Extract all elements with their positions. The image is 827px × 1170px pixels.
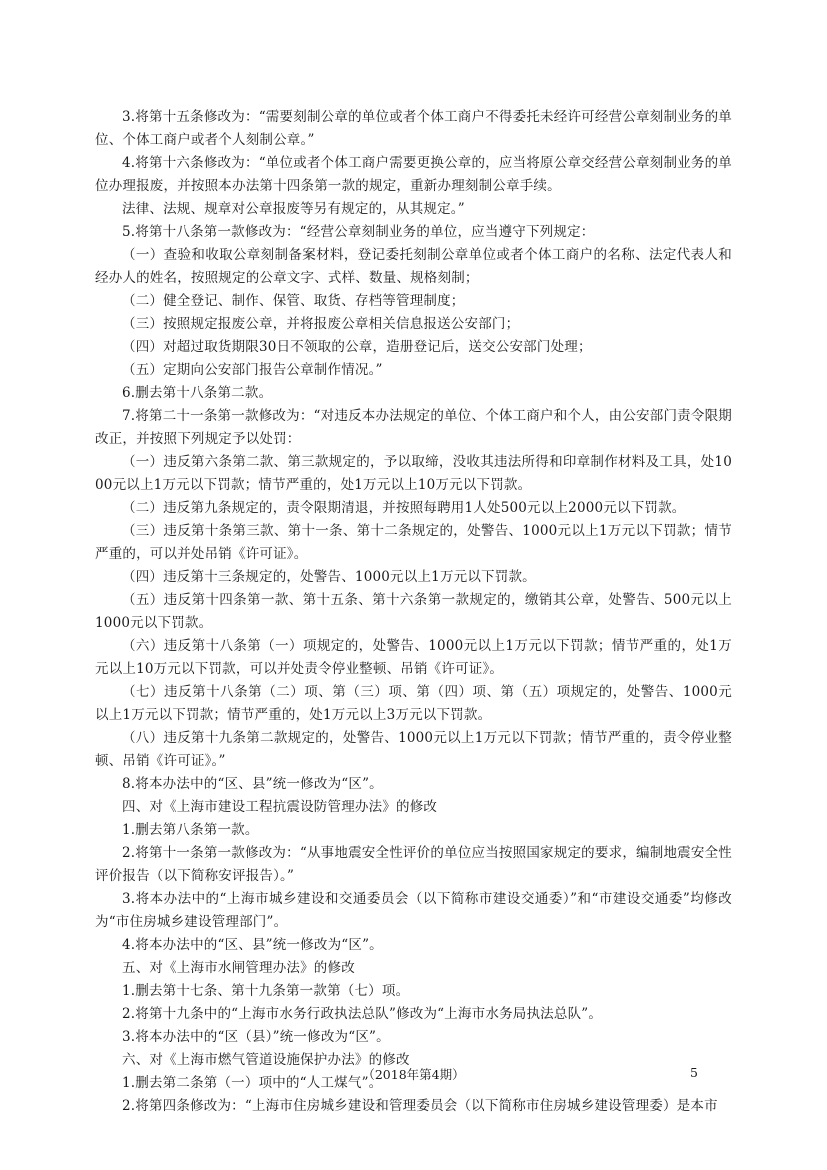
paragraph: 3.将第十五条修改为：“需要刻制公章的单位或者个体工商户不得委托未经许可经营公章刻制业务的单位、个体工商户或者个人刻制公章。” <box>95 109 732 148</box>
paragraph: （三）违反第十条第三款、第十一条、第十二条规定的，处警告、1000元以上1万元以下罚款；情节严重的，可以并处吊销《许可证》。 <box>95 523 732 562</box>
paragraph: 1.删去第八条第一款。 <box>122 822 259 838</box>
paragraph: 五、对《上海市水闸管理办法》的修改 <box>122 960 355 976</box>
paragraph: 四、对《上海市建设工程抗震设防管理办法》的修改 <box>122 799 438 815</box>
page-footer <box>0 1065 827 1085</box>
paragraph: （七）违反第十八条第（二）项、第（三）项、第（四）项、第（五）项规定的，处警告、1000元以上1万元以下罚款；情节严重的，处1万元以上3万元以下罚款。 <box>95 684 732 723</box>
paragraph: （二）违反第九条规定的，责令限期清退，并按照每聘用1人处500元以上2000元以下罚款。 <box>122 500 686 516</box>
paragraph: （三）按照规定报废公章，并将报废公章相关信息报送公安部门； <box>122 316 520 332</box>
paragraph: 3.将本办法中的“区（县）”统一修改为“区”。 <box>122 1029 390 1045</box>
paragraph: 2.将第四条修改为：“上海市住房城乡建设和管理委员会（以下简称市住房城乡建设管理委）是本市 <box>122 1098 718 1114</box>
paragraph: 8.将本办法中的“区、县”统一修改为“区”。 <box>122 776 383 792</box>
footer-issue-label: （2018年第4期） <box>362 1067 465 1082</box>
paragraph: 1.删去第二条第（一）项中的“人工煤气”。 <box>122 1075 383 1091</box>
paragraph: （四）违反第十三条规定的，处警告、1000元以上1万元以下罚款。 <box>122 569 536 585</box>
paragraph: （一）违反第六条第二款、第三款规定的，予以取缔，没收其违法所得和印章制作材料及工具，处1000元以上1万元以下罚款；情节严重的，处1万元以上10万元以下罚款。 <box>95 454 732 493</box>
paragraph: 4.将第十六条修改为：“单位或者个体工商户需要更换公章的，应当将原公章交经营公章刻制业务的单位办理报废，并按照本办法第十四条第一款的规定，重新办理刻制公章手续。 <box>95 155 732 194</box>
paragraph: （八）违反第十九条第二款规定的，处警告、1000元以上1万元以下罚款；情节严重的，责令停业整顿、吊销《许可证》。” <box>95 730 732 769</box>
paragraph: 7.将第二十一条第一款修改为：“对违反本办法规定的单位、个体工商户和个人，由公安部门责令限期改正，并按照下列规定予以处罚： <box>95 408 732 447</box>
paragraph: （一）查验和收取公章刻制备案材料，登记委托刻制公章单位或者个体工商户的名称、法定代表人和经办人的姓名，按照规定的公章文字、式样、数量、规格刻制； <box>95 247 732 286</box>
footer-page-number: 5 <box>690 1065 698 1080</box>
paragraph: 6.删去第十八条第二款。 <box>122 385 273 401</box>
paragraph: （四）对超过取货期限30日不领取的公章，造册登记后，送交公安部门处理； <box>122 339 592 355</box>
paragraph: 2.将第十九条中的“上海市水务行政执法总队”修改为“上海市水务局执法总队”。 <box>122 1006 603 1022</box>
paragraph: （六）违反第十八条第（一）项规定的，处警告、1000元以上1万元以下罚款；情节严重的，处1万元以上10万元以下罚款，可以并处责令停业整顿、吊销《许可证》。 <box>95 638 732 677</box>
paragraph: 2.将第十一条第一款修改为：“从事地震安全性评价的单位应当按照国家规定的要求，编制地震安全性评价报告（以下简称安评报告）。” <box>95 845 732 884</box>
paragraph: 1.删去第十七条、第十九条第一款第（七）项。 <box>122 983 410 999</box>
paragraph: 法律、法规、规章对公章报废等另有规定的，从其规定。” <box>122 201 465 217</box>
paragraph: 六、对《上海市燃气管道设施保护办法》的修改 <box>122 1052 410 1068</box>
document-body <box>95 106 732 1118</box>
paragraph: （五）定期向公安部门报告公章制作情况。” <box>122 362 383 378</box>
paragraph: 4.将本办法中的“区、县”统一修改为“区”。 <box>122 937 383 953</box>
paragraph: 5.将第十八条第一款修改为：“经营公章刻制业务的单位，应当遵守下列规定： <box>122 224 595 240</box>
paragraph: （二）健全登记、制作、保管、取货、存档等管理制度； <box>122 293 465 309</box>
paragraph: 3.将本办法中的“上海市城乡建设和交通委员会（以下简称市建设交通委）”和“市建设交通委”均修改为“市住房城乡建设管理部门”。 <box>95 891 732 930</box>
paragraph: （五）违反第十四条第一款、第十五条、第十六条第一款规定的，缴销其公章，处警告、500元以上1000元以下罚款。 <box>95 592 732 631</box>
